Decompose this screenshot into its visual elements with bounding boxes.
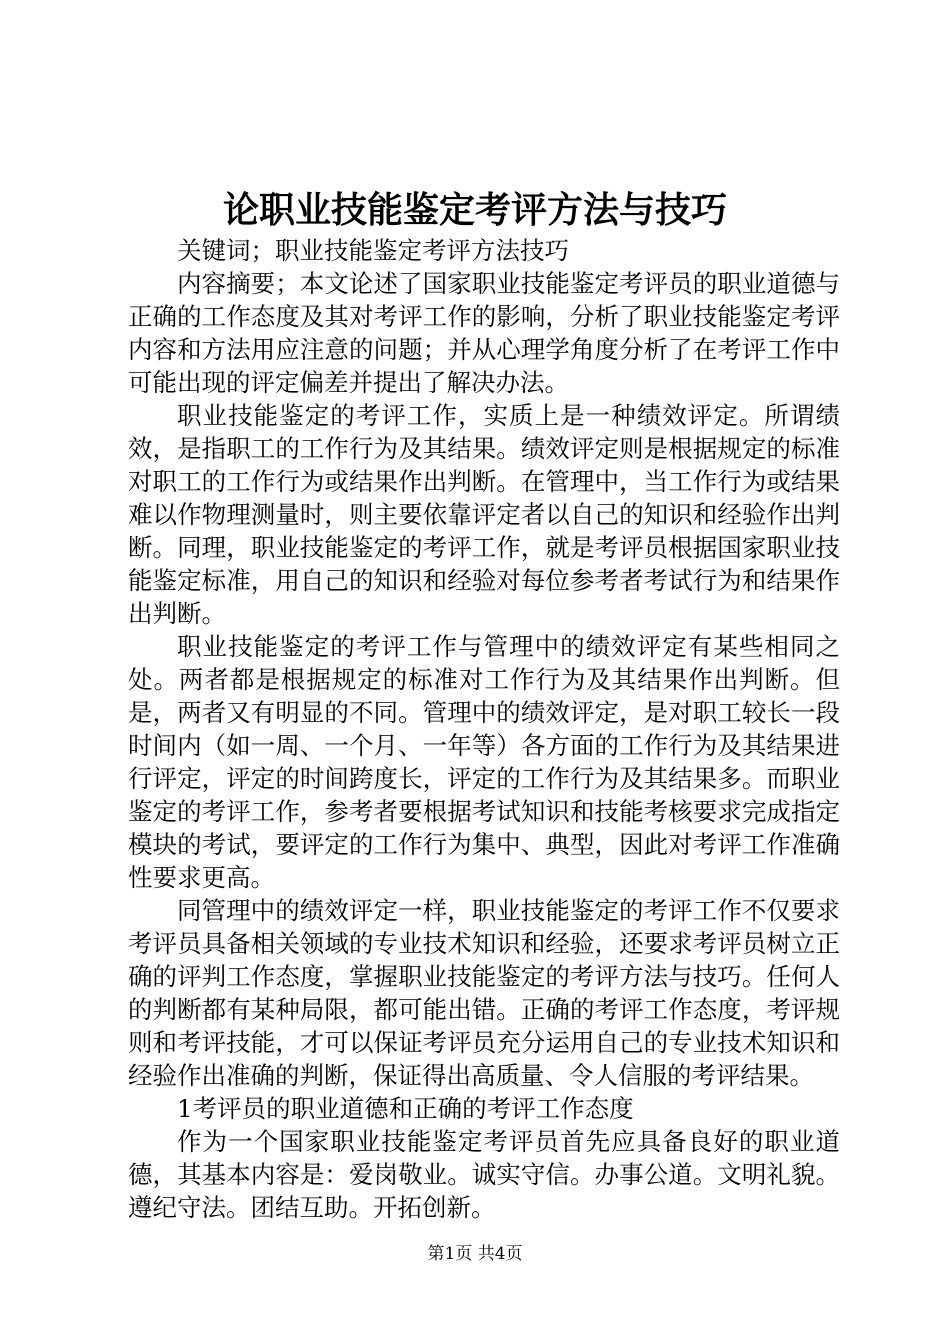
document-body: [128, 234, 840, 1224]
body-paragraph: 作为一个国家职业技能鉴定考评员首先应具备良好的职业道德，其基本内容是：爱岗敬业。诚实守信。办事公道。文明礼貌。遵纪守法。团结互助。开拓创新。: [128, 1127, 840, 1222]
section-heading: 1考评员的职业道德和正确的考评工作态度: [177, 1094, 634, 1123]
page-footer: 第1页 共4页: [427, 1244, 523, 1264]
body-paragraph: 同管理中的绩效评定一样，职业技能鉴定的考评工作不仅要求考评员具备相关领域的专业技术知识和经验，还要求考评员树立正确的评判工作态度，掌握职业技能鉴定的考评方法与技巧。任何人的判断都有某种局限，都可能出错。正确的考评工作态度，考评规则和考评技能，才可以保证考评员充分运用自己的专业技术知识和经验作出准确的判断，保证得出高质量、令人信服的考评结果。: [128, 896, 840, 1090]
page-title: 论职业技能鉴定考评方法与技巧: [222, 189, 727, 231]
body-paragraph: 职业技能鉴定的考评工作，实质上是一种绩效评定。所谓绩效，是指职工的工作行为及其结果。绩效评定则是根据规定的标准对职工的工作行为或结果作出判断。在管理中，当工作行为或结果难以作物理测量时，则主要依靠评定者以自己的知识和经验作出判断。同理，职业技能鉴定的考评工作，就是考评员根据国家职业技能鉴定标准，用自己的知识和经验对每位参考者考试行为和结果作出判断。: [128, 401, 840, 628]
abstract-paragraph: 内容摘要；本文论述了国家职业技能鉴定考评员的职业道德与正确的工作态度及其对考评工作的影响，分析了职业技能鉴定考评内容和方法用应注意的问题；并从心理学角度分析了在考评工作中可能出现的评定偏差并提出了解决办法。: [128, 269, 840, 397]
keywords-paragraph: 关键词；职业技能鉴定考评方法技巧: [177, 236, 569, 265]
body-paragraph: 职业技能鉴定的考评工作与管理中的绩效评定有某些相同之处。两者都是根据规定的标准对工作行为及其结果作出判断。但是，两者又有明显的不同。管理中的绩效评定，是对职工较长一段时间内（如一周、一个月、一年等）各方面的工作行为及其结果进行评定，评定的时间跨度长，评定的工作行为及其结果多。而职业鉴定的考评工作，参考者要根据考试知识和技能考核要求完成指定模块的考试，要评定的工作行为集中、典型，因此对考评工作准确性要求更高。: [128, 632, 840, 892]
